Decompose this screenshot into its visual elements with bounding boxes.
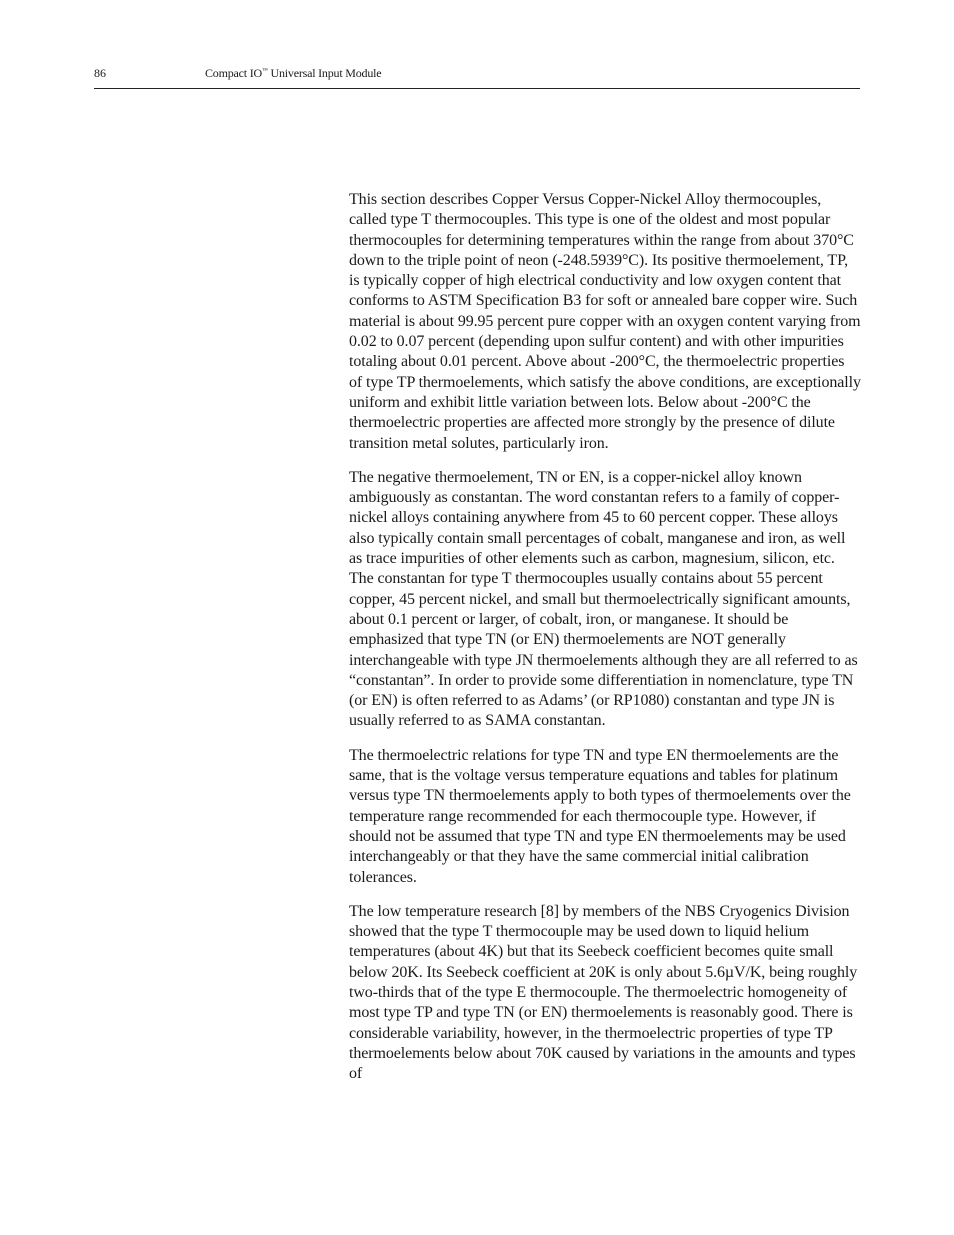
- running-title-prefix: Compact IO: [205, 66, 262, 80]
- running-title: [205, 66, 381, 81]
- page-number: 86: [94, 66, 106, 80]
- page-header: [94, 64, 860, 89]
- body-text: [349, 190, 861, 1098]
- trademark-symbol: ™: [262, 68, 268, 74]
- running-title-suffix: Universal Input Module: [267, 66, 382, 80]
- paragraph-low-temperature-research: The low temperature research [8] by members of the NBS Cryogenics Division showed that the type T thermocouple may be used down to liquid helium temperatures (about 4K) but that its Seebeck coefficient becomes quite small below 20K. Its Seebeck coefficient at 20K is only about 5.6µV/K, being roughly two-thirds that of the type E thermocouple. The thermoelectric homogeneity of most type TP and type TN (or EN) thermoelements is reasonably good. There is considerable variability, however, in the thermoelectric properties of type TP thermoelements below about 70K caused by variations in the amounts and types of: [349, 902, 858, 1083]
- paragraph-thermoelectric-relations: The thermoelectric relations for type TN and type EN thermoelements are the same, that is the voltage versus temperature equations and tables for platinum versus type TN thermoelements apply to both types of thermoelements over the temperature range recommended for each thermocouple type. However, if should not be assumed that type TN and type EN thermoelements may be used interchangeably or that they have the same commercial initial calibration tolerances.: [349, 746, 851, 886]
- paragraph-negative-thermoelement: The negative thermoelement, TN or EN, is a copper-nickel alloy known ambiguously as constantan. The word constantan refers to a family of copper-nickel alloys containing anywhere from 45 to 60 percent copper. These alloys also typically contain small percentages of cobalt, manganese and iron, as well as trace impurities of other elements such as carbon, magnesium, silicon, etc. The constantan for type T thermocouples usually contains about 55 percent copper, 45 percent nickel, and small but thermoelectrically significant amounts, about 0.1 percent or larger, of cobalt, iron, or manganese. It should be emphasized that type TN (or EN) thermoelements are NOT generally interchangeable with type JN thermoelements although they are all referred to as “constantan”. In order to provide some differentiation in nomenclature, type TN (or EN) is often referred to as Adams’ (or RP1080) constantan and type JN is usually referred to as SAMA constantan.: [349, 468, 858, 730]
- paragraph-type-t-intro: This section describes Copper Versus Copper-Nickel Alloy thermocouples, called type T thermocouples. This type is one of the oldest and most popular thermocouples for determining temperatures within the range from about 370°C down to the triple point of neon (-248.5939°C). Its positive thermoelement, TP, is typically copper of high electrical conductivity and low oxygen content that conforms to ASTM Specification B3 for soft or annealed bare copper wire. Such material is about 99.95 percent pure copper with an oxygen content varying from 0.02 to 0.07 percent (depending upon sulfur content) and with other impurities totaling about 0.01 percent. Above about -200°C, the thermoelectric properties of type TP thermoelements, which satisfy the above conditions, are exceptionally uniform and exhibit little variation between lots. Below about -200°C the thermoelectric properties are affected more strongly by the presence of dilute transition metal solutes, particularly iron.: [349, 191, 861, 452]
